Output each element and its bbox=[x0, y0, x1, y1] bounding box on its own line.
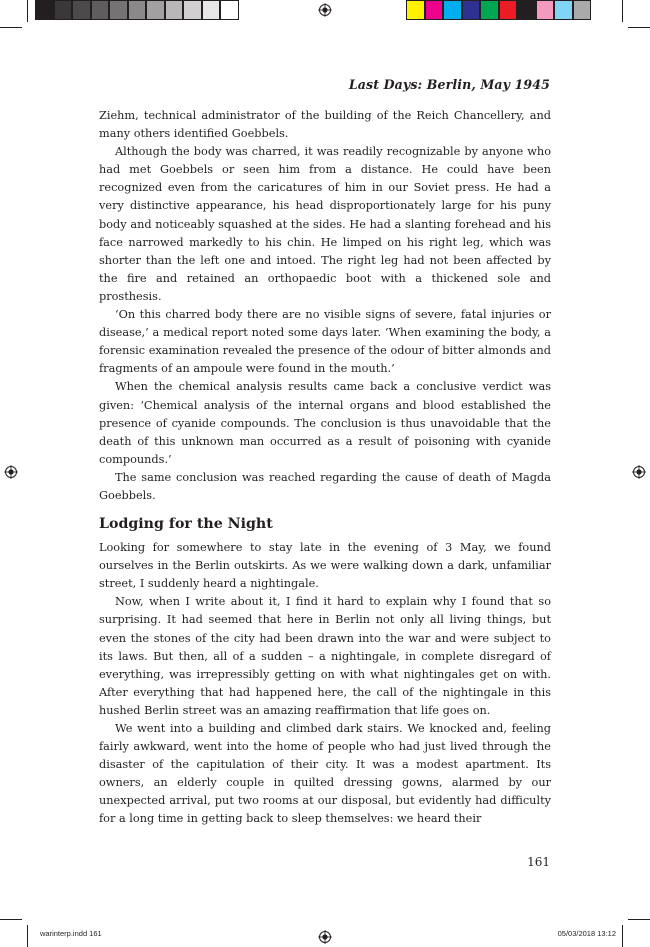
color-swatch bbox=[536, 0, 555, 20]
gray-swatch bbox=[72, 0, 91, 20]
color-swatch bbox=[425, 0, 444, 20]
slug-file-info: warinterp.indd 161 bbox=[40, 929, 102, 938]
paragraph: The same conclusion was reached regarding the cause of death of Magda Goebbels. bbox=[99, 470, 551, 502]
registration-mark-icon bbox=[318, 930, 332, 944]
gray-swatch bbox=[109, 0, 128, 20]
paragraph: Ziehm, technical administrator of the building of the Reich Chancellery, and many others identified Goebbels. bbox=[99, 109, 551, 141]
crop-mark bbox=[628, 919, 650, 920]
paragraph: Looking for somewhere to stay late in the evening of 3 May, we found ourselves in the Berlin outskirts. As we were walking down a dark, unfamiliar street, I suddenly heard a nightingale. bbox=[99, 541, 551, 591]
color-swatch bbox=[406, 0, 425, 20]
crop-mark bbox=[622, 0, 623, 22]
paragraph: ‘On this charred body there are no visible signs of severe, fatal injuries or disease,’ a medical report noted some days later. ‘When examining the body, a forensic examination revealed the presence of the odour of bitter almonds and fragments of an ampoule were found in the mouth.’ bbox=[99, 308, 551, 376]
body-text bbox=[99, 107, 551, 829]
color-swatch bbox=[480, 0, 499, 20]
crop-mark bbox=[622, 925, 623, 947]
running-head: Last Days: Berlin, May 1945 bbox=[348, 77, 550, 92]
slug-date-info: 05/03/2018 13:12 bbox=[557, 929, 616, 938]
gray-swatch bbox=[35, 0, 54, 20]
registration-mark-icon bbox=[632, 465, 646, 479]
color-swatch bbox=[499, 0, 518, 20]
registration-mark-icon bbox=[4, 465, 18, 479]
paragraph: Although the body was charred, it was readily recognizable by anyone who had met Goebbels or seen him from a distance. He could have been recognized even from the caricatures of him in our Soviet press. He had a very distinctive appearance, his head disproportionately large for his puny body and noticeably squashed at the sides. He had a slanting forehead and his face narrowed markedly to his chin. He limped on his right leg, which was shorter than the left one and intoed. The right leg had not been affected by the fire and retained an orthopaedic boot with a thickened sole and prosthesis. bbox=[99, 145, 551, 303]
gray-swatch bbox=[146, 0, 165, 20]
gray-swatch bbox=[128, 0, 147, 20]
crop-mark bbox=[27, 0, 28, 22]
paragraph: We went into a building and climbed dark stairs. We knocked and, feeling fairly awkward, went into the home of people who had just lived through the disaster of the capitulation of their city. It was a modest apartment. Its owners, an elderly couple in quilted dressing gowns, alarmed by our unexpected arrival, put two rooms at our disposal, but evidently had difficulty for a long time in getting back to sleep themselves: we heard their bbox=[99, 722, 551, 826]
gray-swatch bbox=[165, 0, 184, 20]
crop-mark bbox=[0, 919, 22, 920]
color-swatch bbox=[517, 0, 536, 20]
gray-swatch bbox=[54, 0, 73, 20]
color-swatch bbox=[443, 0, 462, 20]
grayscale-color-bar bbox=[35, 0, 239, 20]
crop-mark bbox=[27, 925, 28, 947]
color-swatch bbox=[554, 0, 573, 20]
crop-mark bbox=[628, 27, 650, 28]
color-swatch bbox=[573, 0, 592, 20]
gray-swatch bbox=[202, 0, 221, 20]
gray-swatch bbox=[183, 0, 202, 20]
gray-swatch bbox=[91, 0, 110, 20]
paragraph: Now, when I write about it, I find it hard to explain why I found that so surprising. It had seemed that here in Berlin not only all living things, but even the stones of the city had been drawn into the war and were subject to its laws. But then, all of a sudden – a nightingale, in complete disregard of everything, was irrepressibly getting on with what nightingales get on with. After everything that had happened here, the call of the nightingale in this hushed Berlin street was an amazing reaffirmation that life goes on. bbox=[99, 595, 551, 717]
section-heading: Lodging for the Night bbox=[99, 516, 273, 533]
color-swatch bbox=[462, 0, 481, 20]
process-color-bar bbox=[406, 0, 591, 20]
registration-mark-icon bbox=[318, 3, 332, 17]
paragraph: When the chemical analysis results came back a conclusive verdict was given: ‘Chemical analysis of the internal organs and blood established the presence of cyanide compounds. The conclusion is thus unavoidable that the death of this unknown man occurred as a result of poisoning with cyanide compounds.’ bbox=[99, 380, 551, 466]
gray-swatch bbox=[220, 0, 239, 20]
crop-mark bbox=[0, 27, 22, 28]
page-number: 161 bbox=[527, 855, 550, 869]
